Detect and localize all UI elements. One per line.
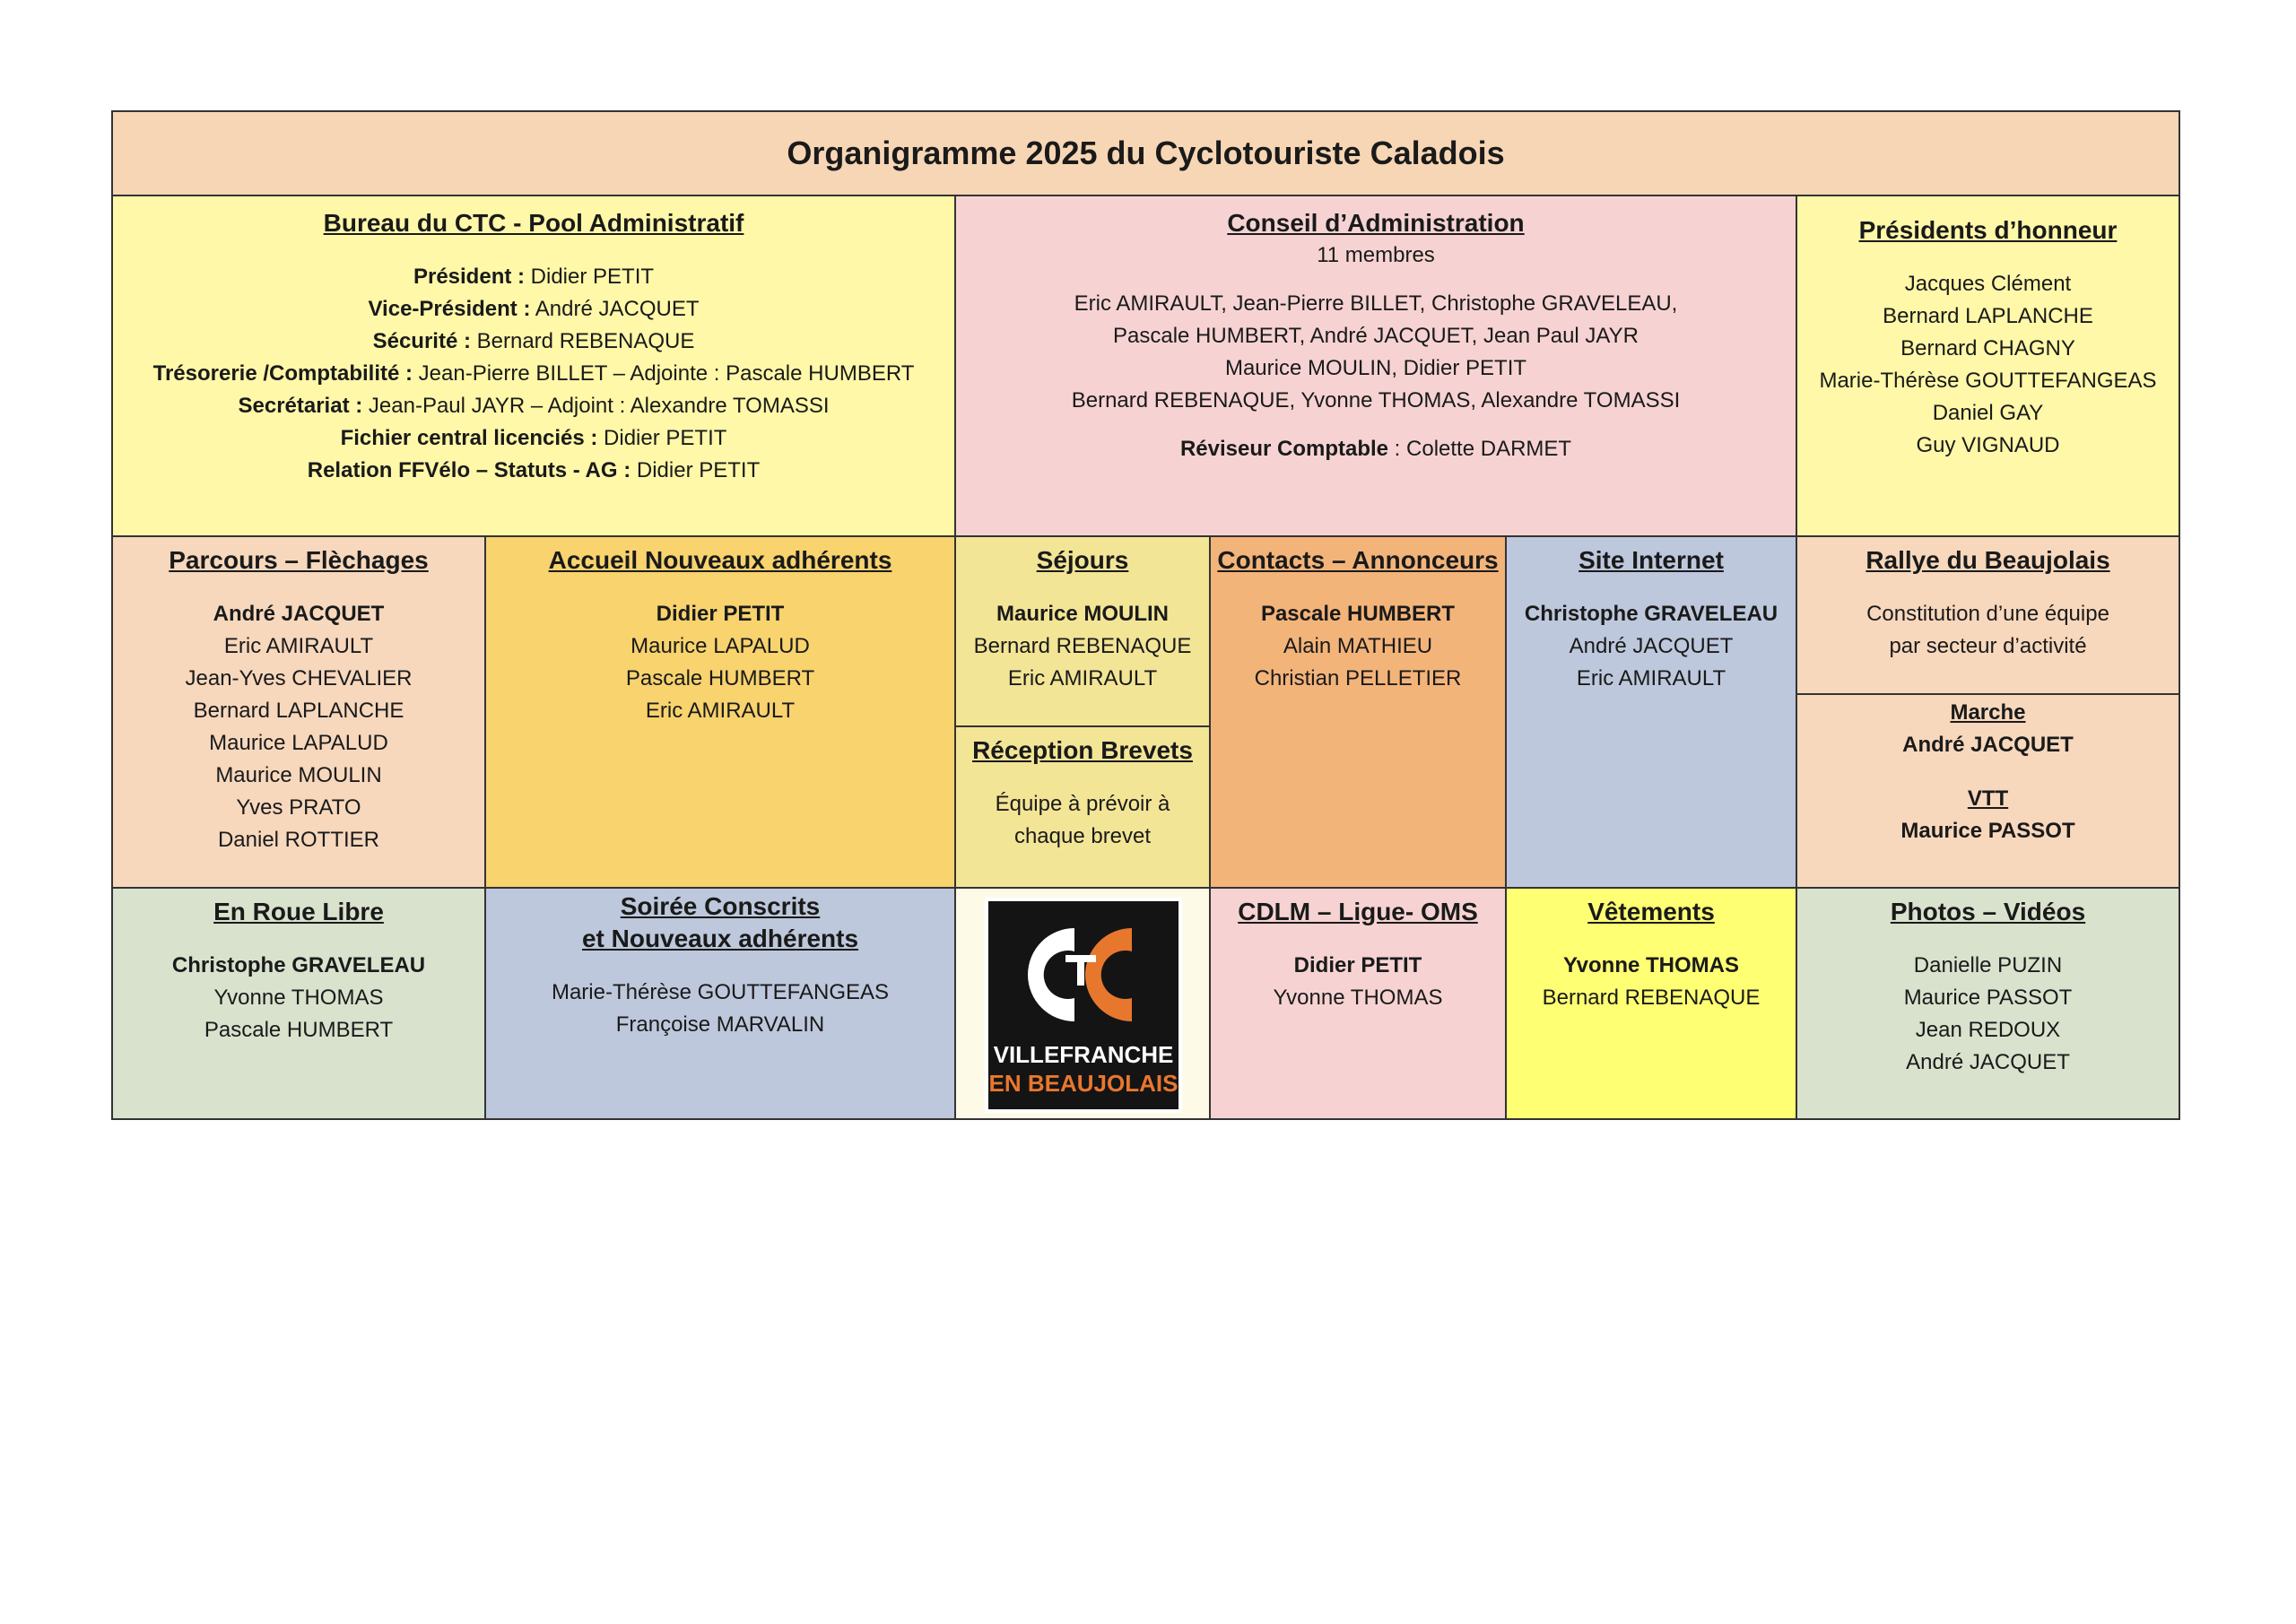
organigramme (111, 110, 2180, 1120)
rallye-line: par secteur d’activité (1889, 634, 2087, 658)
parcours-name: Bernard LAPLANCHE (193, 699, 404, 723)
logo-cell (956, 889, 1211, 1118)
parcours-name: Yves PRATO (236, 795, 361, 820)
site-lead: Christophe GRAVELEAU (1524, 602, 1779, 626)
vetements-name: Bernard REBENAQUE (1542, 986, 1761, 1010)
photos-name: Danielle PUZIN (1913, 953, 2063, 977)
cdlm-lead: Didier PETIT (1293, 953, 1422, 977)
conseil-line: Eric AMIRAULT, Jean-Pierre BILLET, Christophe GRAVELEAU, (1074, 291, 1678, 316)
parcours-name: Maurice LAPALUD (209, 731, 388, 755)
conseil-heading: Conseil d’Administration (1227, 209, 1525, 237)
sejours-cell (956, 537, 1211, 727)
contacts-lead: Pascale HUMBERT (1260, 602, 1456, 626)
conseil-reviseur: Réviseur Comptable : Colette DARMET (1179, 437, 1572, 461)
cdlm-name: Yvonne THOMAS (1273, 986, 1443, 1010)
site-cell (1507, 537, 1797, 889)
rallye-line: Constitution d’une équipe (1866, 602, 2109, 626)
accueil-name: Maurice LAPALUD (631, 634, 810, 658)
bureau-line: Président : Didier PETIT (413, 265, 655, 289)
contacts-name: Christian PELLETIER (1254, 666, 1462, 690)
president-name: Marie-Thérèse GOUTTEFANGEAS (1819, 369, 2157, 393)
contacts-heading: Contacts – Annonceurs (1217, 546, 1499, 574)
bureau-line: Sécurité : Bernard REBENAQUE (372, 329, 695, 353)
conseil-line: Pascale HUMBERT, André JACQUET, Jean Paul JAYR (1112, 324, 1639, 348)
roue-name: Yvonne THOMAS (213, 986, 384, 1010)
president-name: Bernard CHAGNY (1900, 336, 2075, 360)
photos-heading: Photos – Vidéos (1890, 898, 2086, 925)
rallye-cell (1797, 537, 2179, 695)
reception-heading: Réception Brevets (972, 736, 1193, 764)
marche-cell (1797, 695, 2179, 889)
accueil-cell (486, 537, 956, 889)
photos-name: André JACQUET (1906, 1050, 2070, 1074)
roue-lead: Christophe GRAVELEAU (171, 953, 426, 977)
bureau-line: Relation FFVélo – Statuts - AG : Didier PETIT (307, 458, 761, 482)
ctc-logo-svg (988, 901, 1178, 1109)
sejours-heading: Séjours (1036, 546, 1129, 574)
conseil-line: Maurice MOULIN, Didier PETIT (1224, 356, 1527, 380)
president-name: Daniel GAY (1932, 401, 2044, 425)
soiree-name: Françoise MARVALIN (615, 1012, 825, 1037)
reception-cell (956, 727, 1211, 889)
sejours-lead: Maurice MOULIN (996, 602, 1170, 626)
parcours-heading: Parcours – Flèchages (169, 546, 429, 574)
parcours-lead: André JACQUET (213, 602, 385, 626)
presidents-cell (1797, 196, 2179, 537)
contacts-cell (1211, 537, 1507, 889)
accueil-name: Eric AMIRAULT (645, 699, 796, 723)
bureau-line: Vice-Président : André JACQUET (368, 297, 700, 321)
photos-name: Jean REDOUX (1915, 1018, 2061, 1042)
president-name: Guy VIGNAUD (1916, 433, 2060, 457)
bureau-heading: Bureau du CTC - Pool Administratif (323, 209, 744, 237)
conseil-count: 11 membres (1317, 243, 1435, 267)
bureau-line: Trésorerie /Comptabilité : Jean-Pierre BILLET – Adjointe : Pascale HUMBERT (152, 361, 915, 386)
parcours-name: Maurice MOULIN (215, 763, 382, 787)
site-heading: Site Internet (1578, 546, 1724, 574)
conseil-line: Bernard REBENAQUE, Yvonne THOMAS, Alexandre TOMASSI (1071, 388, 1681, 413)
bureau-line: Secrétariat : Jean-Paul JAYR – Adjoint : Alexandre TOMASSI (238, 394, 830, 418)
marche-heading: Marche (1950, 700, 2026, 725)
soiree-name: Marie-Thérèse GOUTTEFANGEAS (551, 980, 890, 1004)
page-title: Organigramme 2025 du Cyclotouriste Caladois (787, 135, 1505, 171)
logo-line-2: EN BEAUJOLAIS (988, 1070, 1178, 1097)
reception-line: chaque brevet (1013, 824, 1152, 848)
vetements-lead: Yvonne THOMAS (1562, 953, 1740, 977)
accueil-heading: Accueil Nouveaux adhérents (548, 546, 892, 574)
parcours-cell (113, 537, 486, 889)
sejours-name: Bernard REBENAQUE (973, 634, 1192, 658)
ctc-logo (985, 898, 1182, 1113)
presidents-heading: Présidents d’honneur (1858, 216, 2118, 244)
roue-cell (113, 889, 486, 1118)
soiree-heading-2: et Nouveaux adhérents (581, 925, 859, 952)
parcours-name: Eric AMIRAULT (223, 634, 374, 658)
roue-heading: En Roue Libre (213, 898, 384, 925)
parcours-name: Daniel ROTTIER (217, 828, 380, 852)
title-cell (113, 112, 2179, 196)
reception-line: Équipe à prévoir à (995, 792, 1170, 816)
photos-cell (1797, 889, 2179, 1118)
rallye-heading: Rallye du Beaujolais (1866, 546, 2110, 574)
accueil-name: Pascale HUMBERT (625, 666, 815, 690)
president-name: Bernard LAPLANCHE (1883, 304, 2093, 328)
president-name: Jacques Clément (1904, 272, 2072, 296)
cdlm-heading: CDLM – Ligue- OMS (1238, 898, 1478, 925)
vtt-lead: Maurice PASSOT (1900, 819, 2075, 843)
cdlm-cell (1211, 889, 1507, 1118)
site-name: Eric AMIRAULT (1576, 666, 1726, 690)
parcours-name: Jean-Yves CHEVALIER (185, 666, 413, 690)
accueil-lead: Didier PETIT (656, 602, 785, 626)
bureau-cell (113, 196, 956, 537)
soiree-heading-1: Soirée Conscrits (620, 892, 821, 920)
logo-line-1: VILLEFRANCHE (993, 1041, 1174, 1068)
conseil-cell (956, 196, 1797, 537)
vtt-heading: VTT (1967, 786, 2009, 811)
contacts-name: Alain MATHIEU (1283, 634, 1433, 658)
roue-name: Pascale HUMBERT (204, 1018, 394, 1042)
vetements-heading: Vêtements (1587, 898, 1715, 925)
bureau-line: Fichier central licenciés : Didier PETIT (340, 426, 727, 450)
soiree-cell (486, 889, 956, 1118)
photos-name: Maurice PASSOT (1903, 986, 2073, 1010)
sejours-name: Eric AMIRAULT (1007, 666, 1158, 690)
logo-t-stem (1077, 955, 1084, 986)
vetements-cell (1507, 889, 1797, 1118)
marche-lead: André JACQUET (1902, 733, 2074, 757)
site-name: André JACQUET (1569, 634, 1734, 658)
